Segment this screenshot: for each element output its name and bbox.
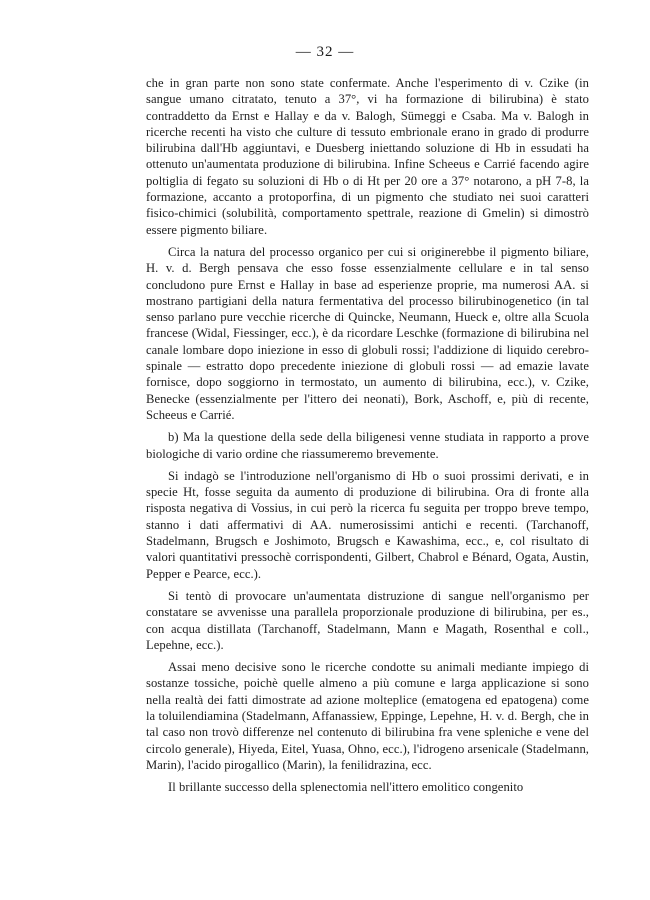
paragraph-2: Circa la natura del processo organico per cui si originerebbe il pigmento biliare, H. v. d. Bergh pensava che esso fosse essenzialmente cellulare e in tal senso concludono pure Ernst e Hallay in base ad esperienze proprie, ma numerosi AA. si mostrano partigiani della natura fermentativa del processo bilirubinogenetico (in tal senso parlano pure vecchie ricerche di Quincke, Neumann, Hueck e, oltre alla Scuola francese (Widal, Fiessinger, ecc.), è da ricordare Leschke (formazione di bilirubina nel canale lombare dopo iniezione in esso di globuli rossi; l'addizione di liquido cerebro-spinale — estratto dopo precedente iniezione di globuli rossi — ad emazie lavate fornisce, dopo soggiorno in termostato, un aumento di bilirubina, ecc.), v. Czike, Benecke (essenzialmente per l'ittero dei neonati), Bork, Aschoff, e, più di recente, Scheeus e Carrié.: [146, 244, 589, 422]
paragraph-3: b) Ma la questione della sede della biligenesi venne studiata in rapporto a prove biologiche di vario ordine che riassumeremo brevemente.: [146, 430, 589, 461]
paragraph-4: Si indagò se l'introduzione nell'organismo di Hb o suoi prossimi derivati, e in specie Ht, fosse seguita da aumento di produzione di bilirubina. Ora di fronte alla risposta negativa di Vossius, in cui però la ricerca fu seguita per troppo breve tempo, stanno i dati affermativi di AA. numerosissimi antichi e recenti. (Tarchanoff, Stadelmann, Brugsch e Joshimoto, Brugsch e Kawashima, ecc., e, col risultato di valori quantitativi pressochè corrispondenti, Gilbert, Chabrol e Bénard, Ogata, Austin, Pepper e Pearce, ecc.).: [146, 468, 589, 581]
body-text: [146, 75, 589, 795]
paragraph-1: che in gran parte non sono state confermate. Anche l'esperimento di v. Czike (in sangue umano citratato, tenuto a 37°, vi ha formazione di bilirubina) è stato contraddetto da Ernst e Hallay e da v. Balogh, Sümeggi e Csaba. Ma v. Balogh in ricerche recenti ha visto che culture di tessuto embrionale erano in grado di produrre bilirubina dall'Hb aggiuntavi, e Duesberg iniettando soluzione di Hb in essudati ha ottenuto un'aumentata produzione di bilirubina. Infine Scheeus e Carrié facendo agire poltiglia di fegato su soluzioni di Hb o di Ht per 20 ore a 37° notarono, a pH 7-8, la formazione, accanto a protoporfina, di un pigmento che studiato nei suoi caratteri fisico-chimici (solubilità, comportamento spettrale, reazione di Gmelin) si dimostrò essere pigmento biliare.: [146, 76, 589, 237]
paragraph-6: Assai meno decisive sono le ricerche condotte su animali mediante impiego di sostanze tossiche, poichè quelle almeno a più comune e larga applicazione si sono nella realtà dei fatti dimostrate ad azione molteplice (ematogena ed epatogena) come la toluilendiamina (Stadelmann, Affanassiew, Eppinge, Lepehne, H. v. d. Bergh, che in tal caso non trovò differenze nel contenuto di bilirubina fra vene spleniche e vene del circolo generale), Hiyeda, Eitel, Yuasa, Ohno, ecc.), l'idrogeno arsenicale (Stadelmann, Marin), l'acido pirogallico (Marin), la fenilidrazina, ecc.: [146, 660, 589, 772]
paragraph-5: Si tentò di provocare un'aumentata distruzione di sangue nell'organismo per constatare se avvenisse una parallela proporzionale produzione di bilirubina, per es., con acqua distillata (Tarchanoff, Stadelmann, Mann e Magath, Rosenthal e coll., Lepehne, ecc.).: [146, 588, 589, 652]
page-number: — 32 —: [295, 44, 355, 60]
paragraph-7: Il brillante successo della splenectomia nell'ittero emolitico congenito: [168, 780, 524, 795]
